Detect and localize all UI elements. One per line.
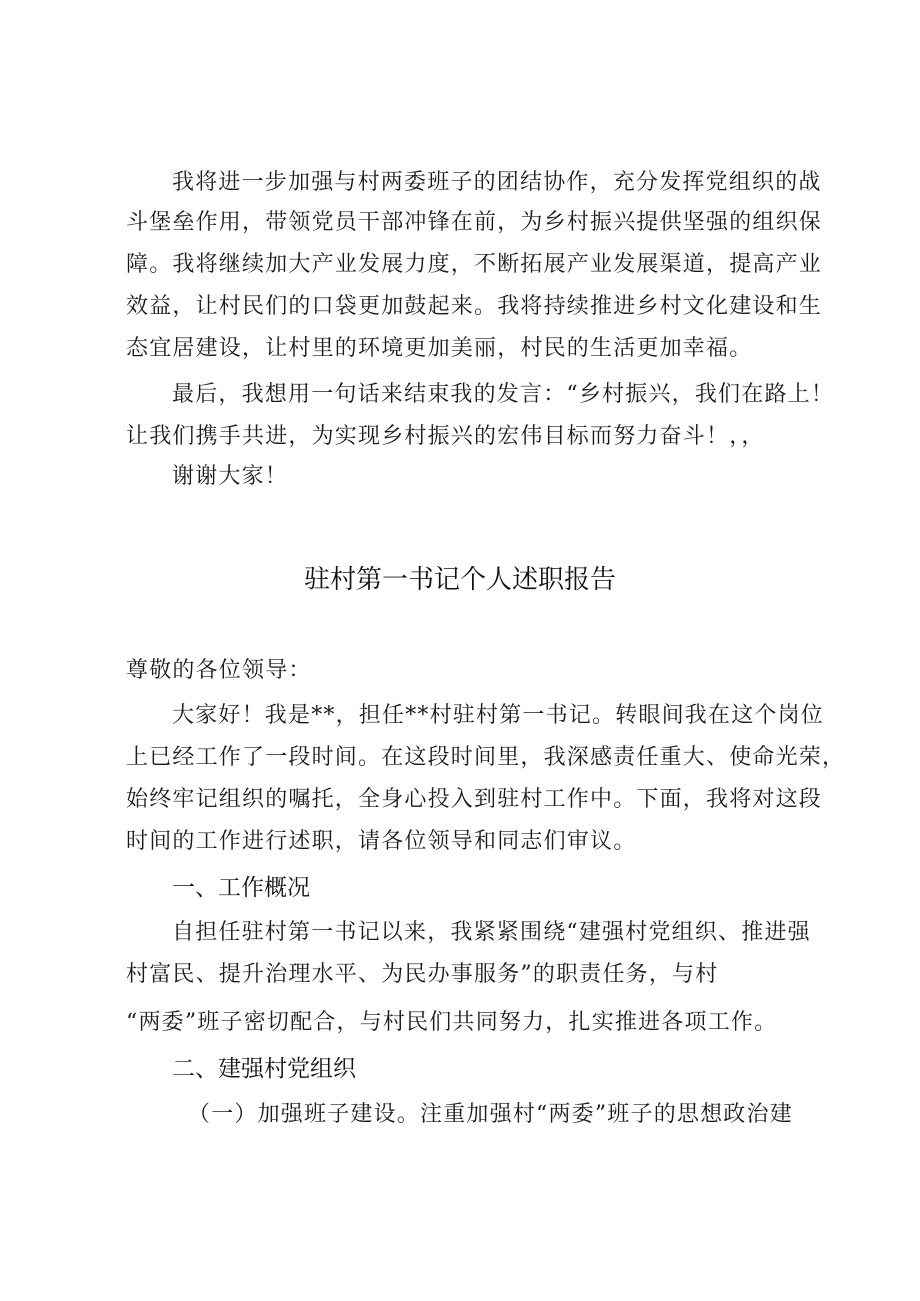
paragraph-line: 最后，我想用一句话来结束我的发言：“乡村振兴，我们在路上！ xyxy=(172,382,835,407)
paragraph-line: 态宜居建设，让村里的环境更加美丽，村民的生活更加幸福。 xyxy=(126,336,753,361)
paragraph-line: 效益，让村民们的口袋更加鼓起来。我将持续推进乡村文化建设和生 xyxy=(126,294,823,319)
paragraph-line: 始终牢记组织的嘱托，全身心投入到驻村工作中。下面，我将对这段 xyxy=(126,787,823,812)
paragraph-line: 村富民、提升治理水平、为民办事服务”的职责任务，与村 xyxy=(126,962,719,987)
paragraph-line: 障。我将继续加大产业发展力度，不断拓展产业发展渠道，提高产业 xyxy=(126,252,823,277)
salutation: 尊敬的各位领导： xyxy=(126,658,312,683)
paragraph-line: 大家好！我是**，担任**村驻村第一书记。转眼间我在这个岗位 xyxy=(172,703,825,728)
closing-thanks: 谢谢大家！ xyxy=(172,464,289,489)
section-heading: 二、建强村党组织 xyxy=(172,1056,356,1082)
report-title: 驻村第一书记个人述职报告 xyxy=(303,565,616,595)
paragraph-line: 上已经工作了一段时间。在这段时间里，我深感责任重大、使命光荣， xyxy=(126,745,846,770)
paragraph-line: 让我们携手共进，为实现乡村振兴的宏伟目标而努力奋斗！，， xyxy=(126,424,765,449)
paragraph-line: 我将进一步加强与村两委班子的团结协作，充分发挥党组织的战 xyxy=(172,170,822,195)
section-heading: 一、工作概况 xyxy=(172,875,310,901)
subsection-line: （一）加强班子建设。注重加强村“两委”班子的思想政治建 xyxy=(188,1102,793,1127)
paragraph-line: “两委”班子密切配合，与村民们共同努力，扎实推进各项工作。 xyxy=(126,1010,778,1035)
paragraph-line: 斗堡垒作用，带领党员干部冲锋在前，为乡村振兴提供坚强的组织保 xyxy=(126,210,823,235)
paragraph-line: 自担任驻村第一书记以来，我紧紧围绕“建强村党组织、推进强 xyxy=(172,920,811,945)
paragraph-line: 时间的工作进行述职，请各位领导和同志们审议。 xyxy=(126,829,637,854)
